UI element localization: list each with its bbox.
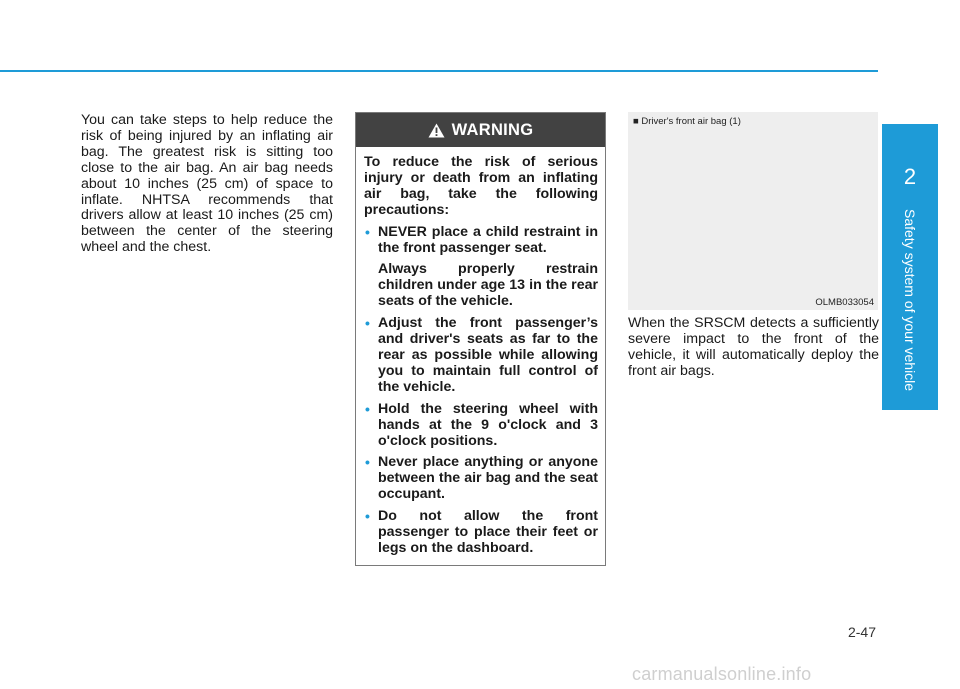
warning-box <box>355 112 606 566</box>
warning-bullet <box>364 455 598 503</box>
bullet-dot: • <box>365 315 370 332</box>
page-number: 2-47 <box>847 624 876 640</box>
deploy-paragraph: When the SRSCM detects a sufficiently severe impact to the front of the vehicle, it will automatically deploy the front air bags. <box>628 315 879 379</box>
warning-title: WARNING <box>451 120 534 139</box>
warning-bullet <box>364 509 598 557</box>
warning-header <box>356 113 605 147</box>
intro-paragraph: You can take steps to help reduce the risk of being injured by an inflating air bag. The greatest risk is sitting too close to the air bag. An air bag needs about 10 inches (25 cm) of space to inflate. NHTSA recommends that drivers allow at least 10 inches (25 cm) between the center of the steering wheel and the chest. <box>81 112 333 256</box>
warning-body <box>356 147 605 557</box>
warning-bullet-text: NEVER place a child restraint in the front passenger seat. <box>378 223 598 256</box>
chapter-number: 2 <box>903 164 917 189</box>
bullet-dot: • <box>365 400 370 417</box>
bullet-dot: • <box>365 223 370 240</box>
chapter-side-tab <box>882 124 938 410</box>
warning-bullet-text: Adjust the front passenger’s and driver's seats as far to the rear as possible while allowing you to maintain full control of the vehicle. <box>378 315 598 395</box>
header-rule <box>0 70 878 72</box>
bullet-dot: • <box>365 508 370 525</box>
warning-bullet-text: Hold the steering wheel with hands at the 9 o'clock and 3 o'clock positions. <box>378 400 598 449</box>
warning-bullet-text: Never place anything or anyone between the air bag and the seat occupant. <box>378 454 598 503</box>
figure-caption: ■ Driver's front air bag (1) <box>633 116 741 127</box>
figure-placeholder <box>628 112 878 310</box>
chapter-title: Safety system of your vehicle <box>902 209 918 392</box>
warning-intro: To reduce the risk of serious injury or death from an inflating air bag, take the following precautions: <box>364 154 598 218</box>
bullet-dot: • <box>365 454 370 471</box>
watermark: carmanualsonline.info <box>632 664 812 684</box>
figure-code: OLMB033054 <box>815 297 874 308</box>
warning-bullet <box>364 316 598 396</box>
warning-sub-paragraph: Always properly restrain children under age 13 in the rear seats of the vehicle. <box>378 261 598 310</box>
warning-triangle-icon <box>428 123 445 138</box>
warning-bullet-text: Do not allow the front passenger to place their feet or legs on the dashboard. <box>378 508 598 556</box>
warning-bullet <box>364 225 598 257</box>
warning-bullet <box>364 402 598 450</box>
